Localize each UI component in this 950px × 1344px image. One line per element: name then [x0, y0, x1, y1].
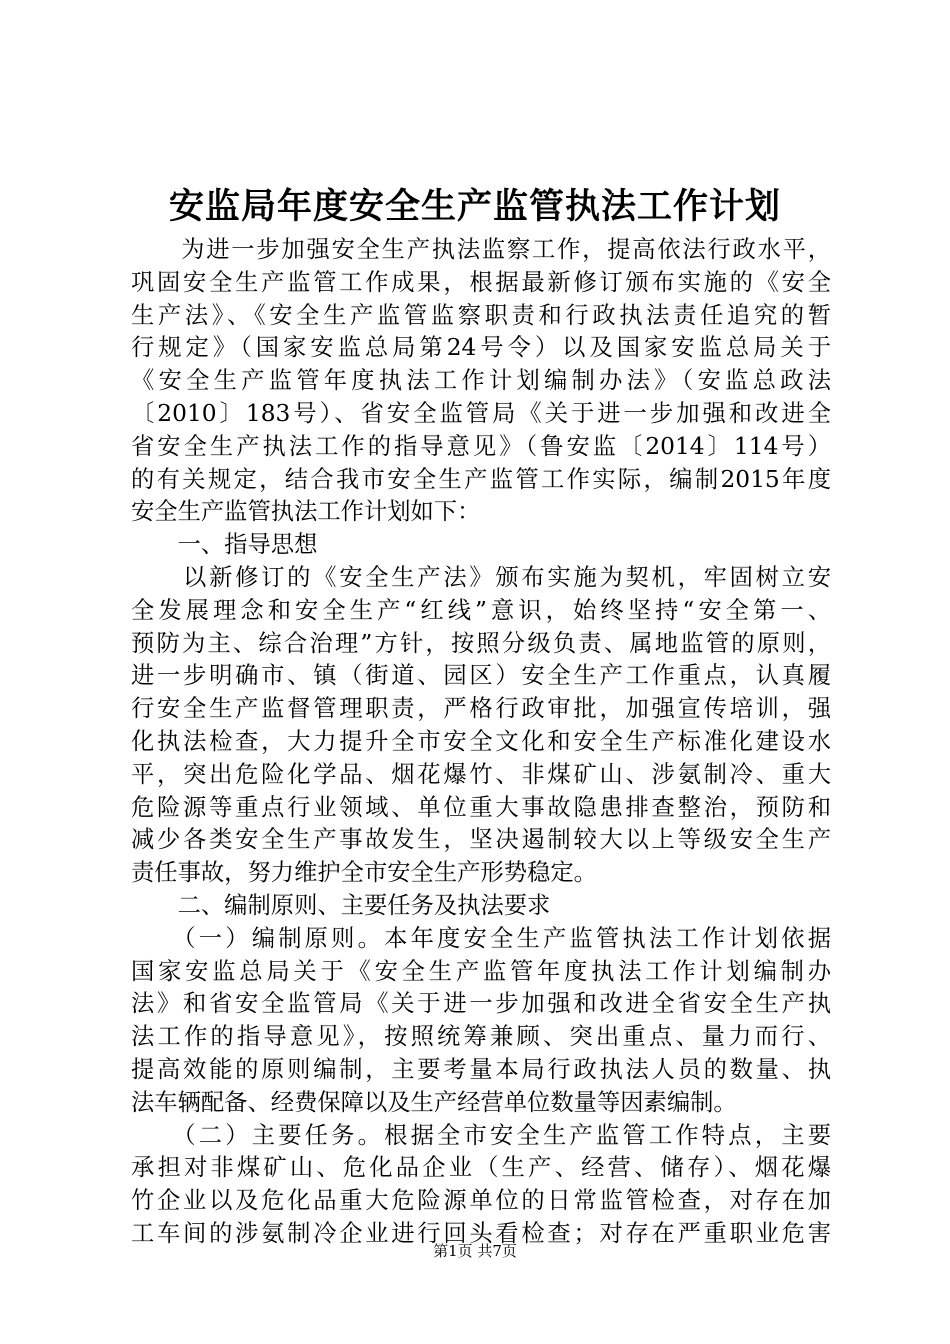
- body-line: 进一步明确市、镇（街道、园区）安全生产工作重点，认真履: [131, 662, 831, 690]
- body-line: 生产法》、《安全生产监管监察职责和行政执法责任追究的暂: [131, 301, 831, 329]
- body-line: 减少各类安全生产事故发生，坚决遏制较大以上等级安全生产: [131, 826, 831, 854]
- body-line: 行规定》（国家安监总局第24号令）以及国家安监总局关于: [131, 334, 831, 362]
- body-line: 为进一步加强安全生产执法监察工作，提高依法行政水平，: [131, 236, 831, 263]
- body-line: 《安全生产监管年度执法工作计划编制办法》（安监总政法: [131, 367, 831, 395]
- body-line: 竹企业以及危化品重大危险源单位的日常监管检查，对存在加: [131, 1187, 831, 1215]
- body-line: 化执法检查，大力提升全市安全文化和安全生产标准化建设水: [131, 727, 831, 755]
- body-line: 工车间的涉氨制冷企业进行回头看检查；对存在严重职业危害: [131, 1219, 831, 1247]
- body-line: 〔2010〕183号）、省安全监管局《关于进一步加强和改进全: [131, 399, 831, 427]
- body-line: 法》和省安全监管局《关于进一步加强和改进全省安全生产执: [131, 990, 831, 1018]
- body-line: 提高效能的原则编制，主要考量本局行政执法人员的数量、执: [131, 1055, 831, 1083]
- body-line: 危险源等重点行业领域、单位重大事故隐患排查整治，预防和: [131, 793, 831, 821]
- document-body: [131, 234, 831, 1251]
- body-line: 平，突出危险化学品、烟花爆竹、非煤矿山、涉氨制冷、重大: [131, 760, 831, 788]
- body-line: 责任事故，努力维护全市安全生产形势稳定。: [131, 859, 597, 887]
- body-line: 行安全生产监督管理职责，严格行政审批，加强宣传培训，强: [131, 695, 831, 723]
- body-line: 巩固安全生产监管工作成果，根据最新修订颁布实施的《安全: [131, 268, 831, 296]
- body-line: 省安全生产执法工作的指导意见》（鲁安监〔2014〕114号）: [131, 432, 831, 460]
- body-line: （一）编制原则。本年度安全生产监管执法工作计划依据: [131, 924, 831, 952]
- page-footer: 第1页 共7页: [433, 1242, 517, 1260]
- body-line: 的有关规定，结合我市安全生产监管工作实际，编制2015年度: [131, 465, 831, 493]
- body-line: 法工作的指导意见》，按照统筹兼顾、突出重点、量力而行、: [131, 1023, 831, 1051]
- body-line: 二、编制原则、主要任务及执法要求: [131, 891, 551, 919]
- body-line: 法车辆配备、经费保障以及生产经营单位数量等因素编制。: [131, 1088, 737, 1116]
- body-line: 全发展理念和安全生产“红线”意识，始终坚持“安全第一、: [131, 596, 831, 624]
- body-line: 安全生产监管执法工作计划如下：: [131, 498, 481, 526]
- body-line: 以新修订的《安全生产法》颁布实施为契机，牢固树立安: [131, 563, 831, 591]
- body-line: 承担对非煤矿山、危化品企业（生产、经营、储存）、烟花爆: [131, 1154, 831, 1182]
- body-line: 一、指导思想: [131, 531, 318, 559]
- body-line: （二）主要任务。根据全市安全生产监管工作特点，主要: [131, 1121, 831, 1149]
- body-line: 预防为主、综合治理”方针，按照分级负责、属地监管的原则，: [131, 629, 831, 657]
- document-title: 安监局年度安全生产监管执法工作计划: [168, 186, 781, 227]
- body-line: 国家安监总局关于《安全生产监管年度执法工作计划编制办: [131, 957, 831, 985]
